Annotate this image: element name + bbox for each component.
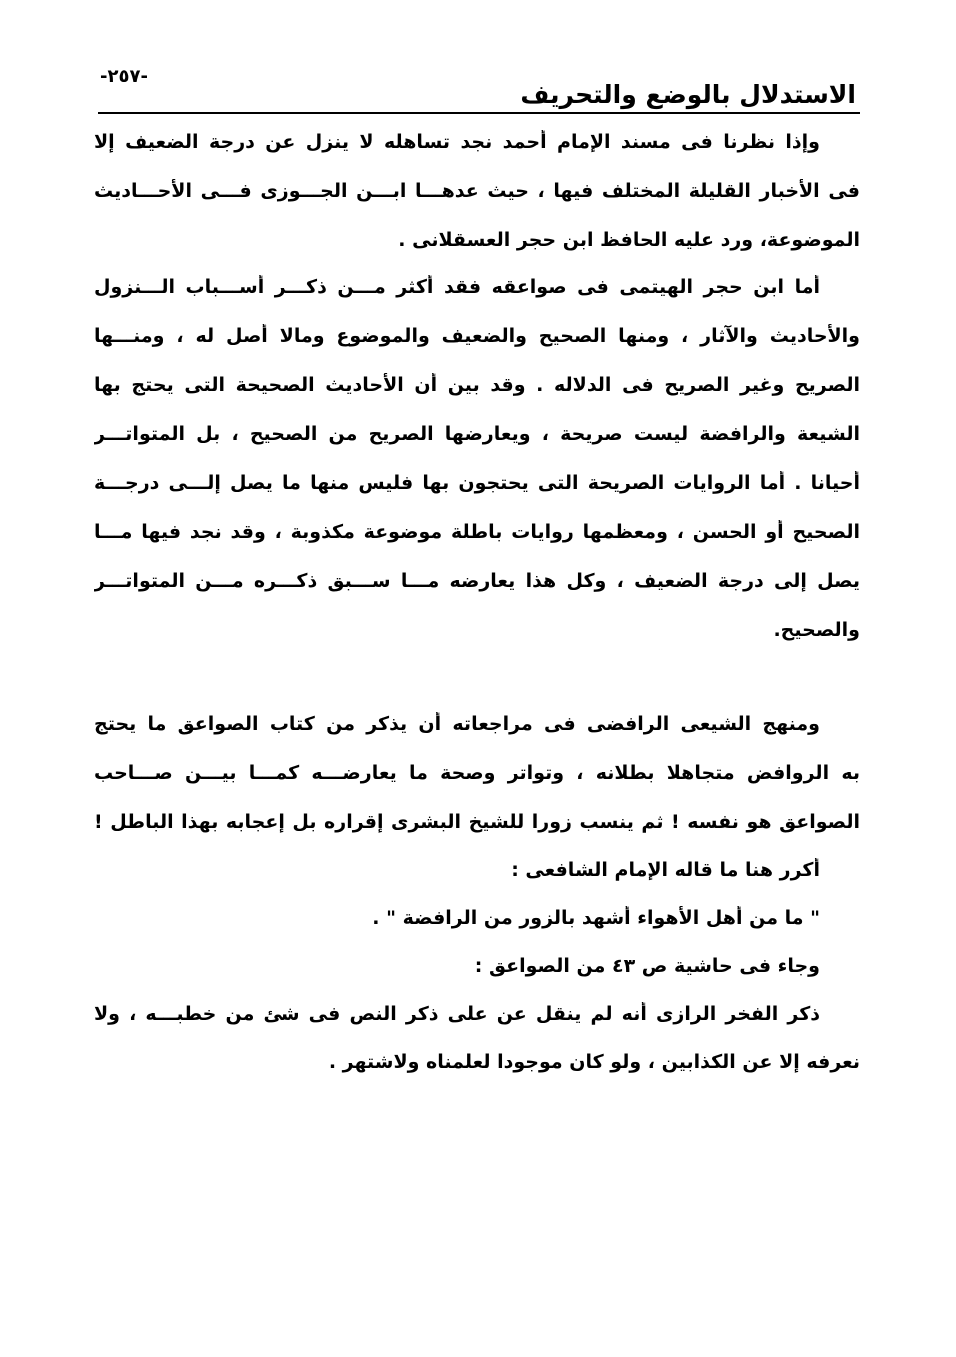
text-line: الموضوعة، ورد عليه الحافظ ابن حجر العسقلانى .: [398, 229, 860, 251]
text-line: أحيانا . أما الروايات الصريحة التى يحتجون بها فليس منها ما يصل إلـــى درجـــة: [94, 472, 860, 494]
text-line: يصل إلى درجة الضعيف ، وكل هذا يعارضه مـــا ســـبق ذكـــره مـــن المتواتـــر: [94, 570, 860, 592]
text-line: فى الأخبار القليلة المختلف فيها ، حيث عدهـــا ابـــن الجـــوزى فـــى الأحـــاديث: [94, 180, 860, 202]
text-line: أكرر هنا ما قاله الإمام الشافعى :: [511, 859, 820, 881]
header-rule: [98, 112, 860, 114]
text-line: وجاء فى حاشية ص ٤٣ من الصواعق :: [474, 955, 820, 977]
text-line: وإذا نظرنا فى مسند الإمام أحمد نجد تساهله لا ينزل عن درجة الضعيف إلا: [94, 131, 820, 153]
text-line: والصحيح.: [773, 619, 860, 641]
page-number: -٢٥٧-: [100, 66, 148, 87]
text-line: أما ابن حجر الهيتمى فى صواعقه فقد أكثر مـــن ذكـــر أســـباب الـــنزول: [94, 276, 820, 298]
text-line: الصريح وغير الصريح فى الدلاله . وقد بين أن الأحاديث الصحيحة التى يحتج بها: [94, 374, 860, 396]
text-line: الصواعق هو نفسه ! ثم ينسب زورا للشيخ البشرى إقراره بل إعجابه بهذا الباطل !: [94, 811, 860, 833]
text-line: ومنهج الشيعى الرافضى فى مراجعاته أن يذكر من كتاب الصواعق ما يحتج: [94, 713, 820, 735]
text-line: ذكر الفخر الرازى أنه لم ينقل عن على ذكر النص فى شئ من خطبـــه ، ولا: [94, 1003, 820, 1025]
running-title: الاستدلال بالوضع والتحريف: [520, 80, 856, 109]
text-line: " ما من أهل الأهواء أشهد بالزور من الرافضة " .: [372, 907, 820, 929]
text-line: الصحيح أو الحسن ، ومعظمها روايات باطلة موضوعة مكذوبة ، وقد نجد فيها مـــا: [94, 521, 860, 543]
text-line: به الروافض متجاهلا بطلانه ، وتواتر وصحة ما يعارضـــه كمـــا بيـــن صـــاحب: [94, 762, 860, 784]
text-line: والأحاديث والآثار ، ومنها الصحيح والضعيف والموضوع ومالا أصل له ، ومنـــها: [94, 325, 860, 347]
text-line: نعرفه إلا عن الكذابين ، ولو كان موجودا لعلمناه ولاشتهر .: [328, 1051, 860, 1073]
text-line: الشيعة والرافضة ليست صريحة ، ويعارضها الصريح من الصحيح ، بل المتواتـــر: [94, 423, 860, 445]
